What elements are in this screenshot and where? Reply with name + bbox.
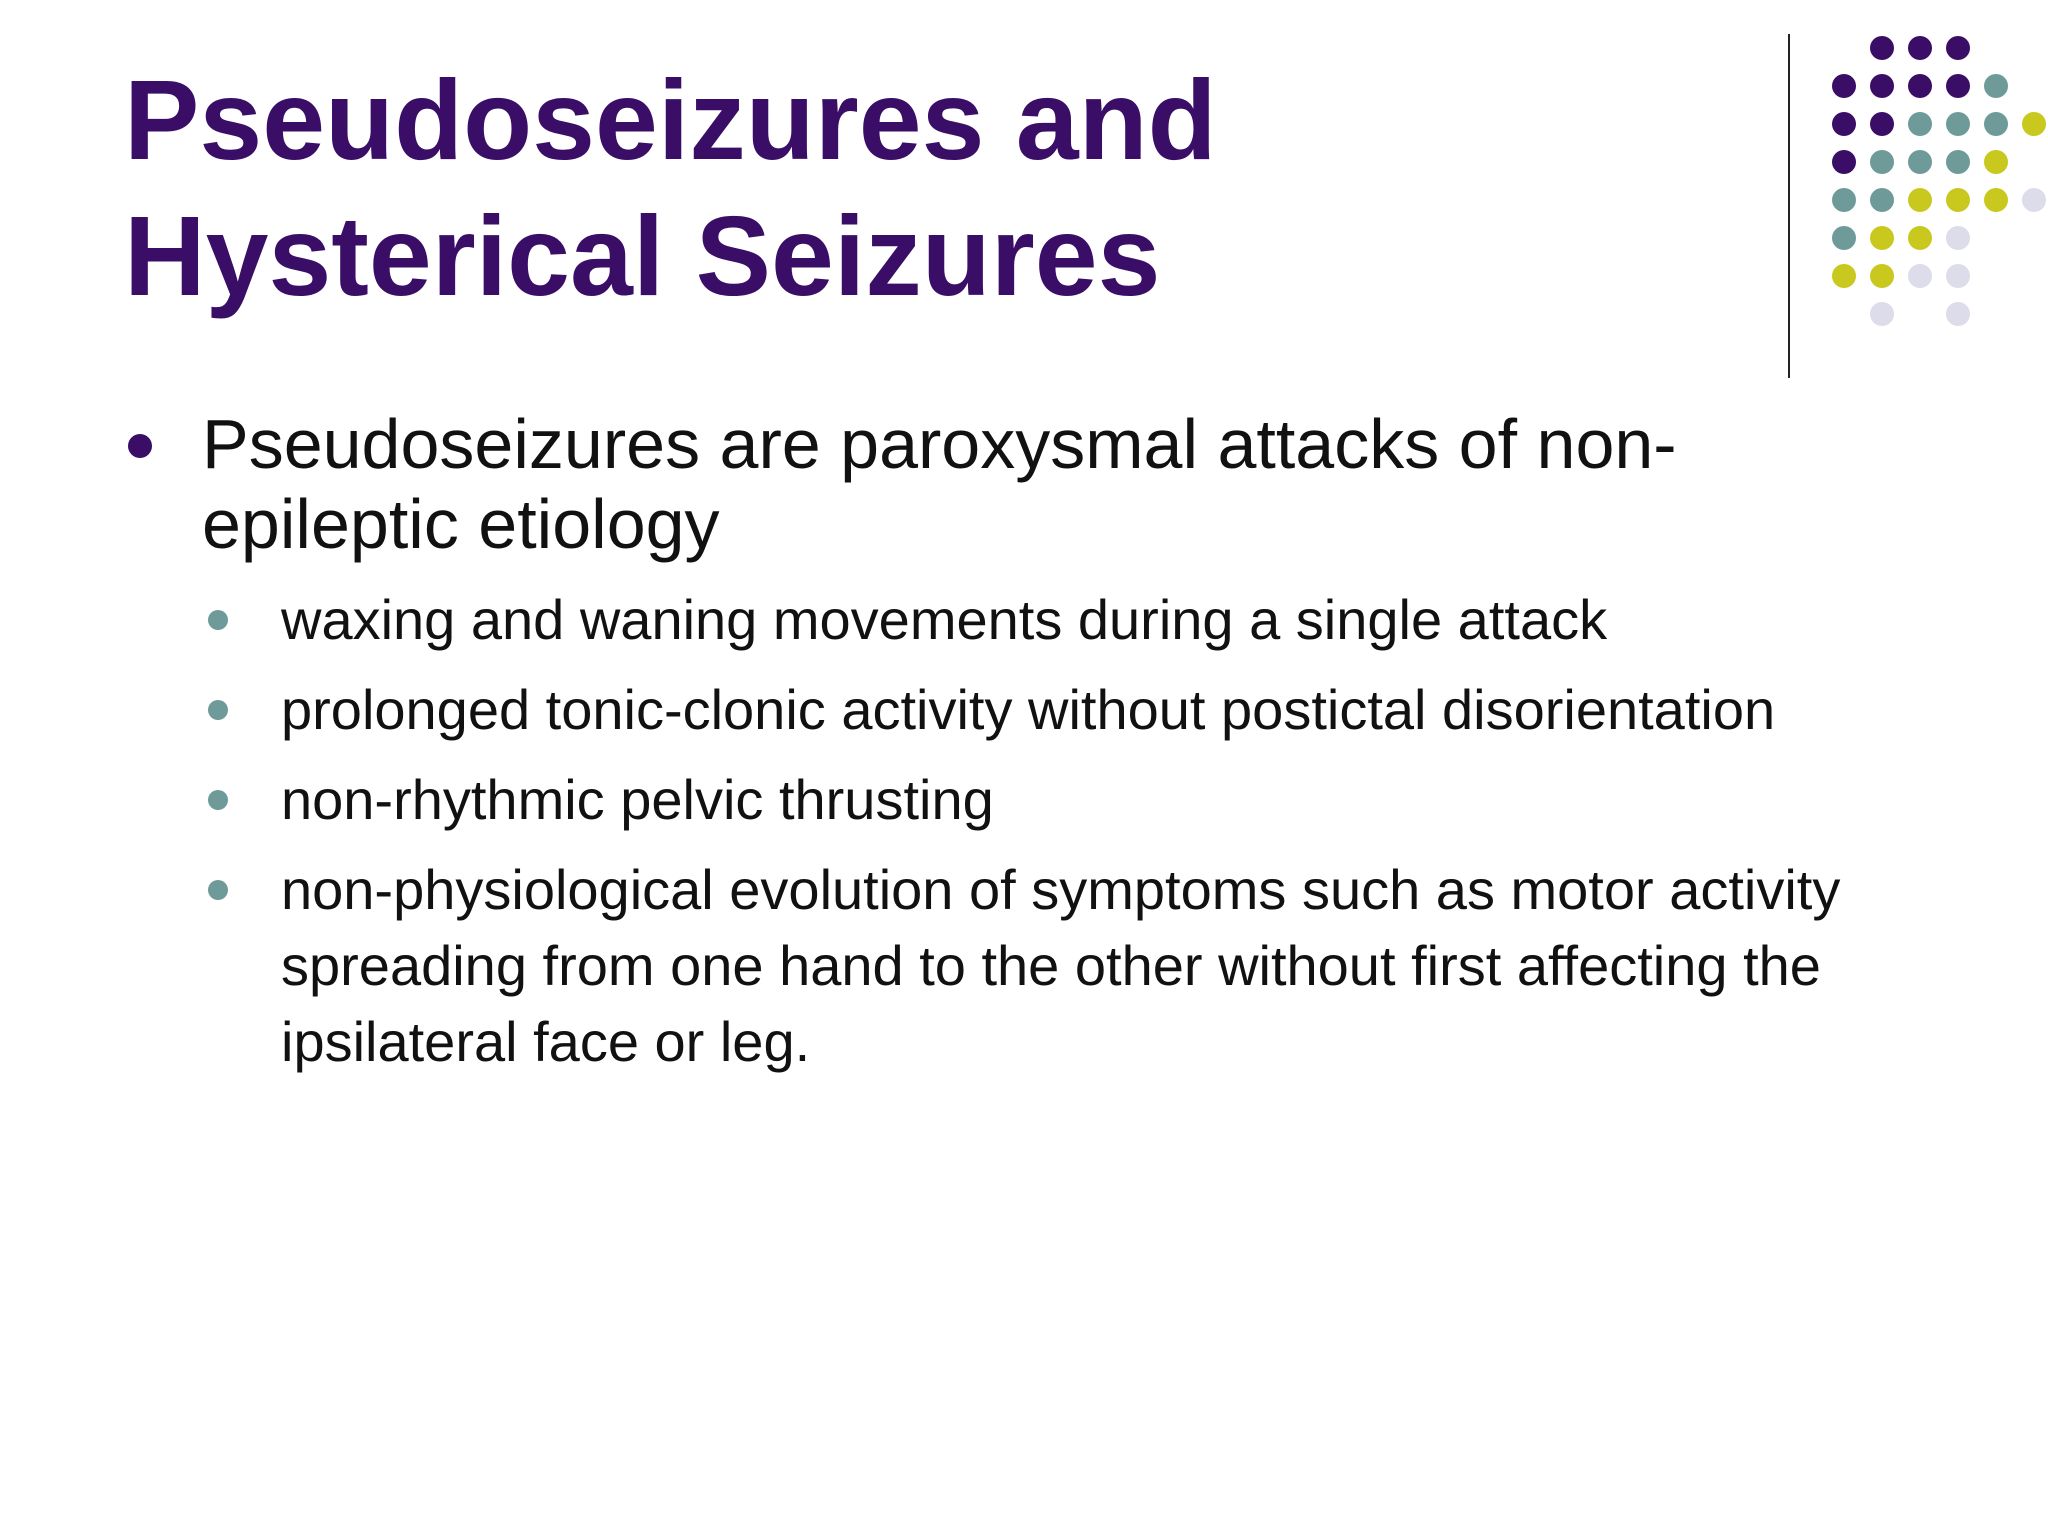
decor-dot xyxy=(1908,74,1932,98)
decor-dot xyxy=(1908,112,1932,136)
decor-dot xyxy=(1832,150,1856,174)
sub-bullet-dot-icon xyxy=(208,610,228,630)
slide-body xyxy=(124,404,1924,1094)
bullet-item xyxy=(124,404,1924,564)
decor-dot xyxy=(1870,36,1894,60)
decor-dot xyxy=(1832,264,1856,288)
sub-bullet-dot-icon xyxy=(208,700,228,720)
decor-dot xyxy=(1908,36,1932,60)
decor-dot xyxy=(1832,226,1856,250)
decor-dot xyxy=(1908,150,1932,174)
decor-dot xyxy=(1946,112,1970,136)
decor-dot xyxy=(2022,112,2046,136)
decor-dot xyxy=(1832,112,1856,136)
sub-bullet-item xyxy=(202,762,1924,838)
decor-dot xyxy=(1870,226,1894,250)
sub-bullet-text: non-rhythmic pelvic thrusting xyxy=(281,768,994,831)
decor-dot xyxy=(1870,264,1894,288)
decor-dot xyxy=(1908,264,1932,288)
decor-dot xyxy=(1984,188,2008,212)
sub-bullet-dot-icon xyxy=(208,790,228,810)
bullet-text: Pseudoseizures are paroxysmal attacks of non-epileptic etiology xyxy=(202,405,1677,563)
decor-dot xyxy=(1870,112,1894,136)
sub-bullet-text: prolonged tonic-clonic activity without postictal disorientation xyxy=(281,678,1776,741)
decor-dot xyxy=(1908,188,1932,212)
sub-bullet-item xyxy=(202,852,1924,1080)
decor-dot xyxy=(1870,302,1894,326)
sub-bullet-text: waxing and waning movements during a single attack xyxy=(281,588,1608,651)
sub-bullet-text: non-physiological evolution of symptoms such as motor activity spreading from one hand to the other without first affecting the ipsilateral face or leg. xyxy=(281,858,1841,1073)
decor-dot xyxy=(1984,74,2008,98)
bullet-dot-icon xyxy=(128,434,152,458)
decor-dot xyxy=(1946,188,1970,212)
decor-dot xyxy=(1946,150,1970,174)
decor-dot xyxy=(1984,150,2008,174)
decor-dot xyxy=(1870,150,1894,174)
decor-dot xyxy=(1946,302,1970,326)
decor-dot xyxy=(1984,112,2008,136)
sub-bullet-dot-icon xyxy=(208,880,228,900)
sub-bullet-item xyxy=(202,672,1924,748)
sub-bullet-list xyxy=(202,582,1924,1080)
decor-dot xyxy=(2022,188,2046,212)
decor-dot xyxy=(1870,188,1894,212)
decor-dot xyxy=(1832,74,1856,98)
slide-title: Pseudoseizures and Hysterical Seizures xyxy=(124,57,1217,319)
decor-dot xyxy=(1832,188,1856,212)
sub-bullet-item xyxy=(202,582,1924,658)
title-divider xyxy=(1788,34,1790,378)
decor-dot xyxy=(1946,226,1970,250)
decor-dot xyxy=(1870,74,1894,98)
decor-dot xyxy=(1908,226,1932,250)
decor-dot xyxy=(1946,74,1970,98)
decor-dot xyxy=(1946,36,1970,60)
decor-dot xyxy=(1946,264,1970,288)
